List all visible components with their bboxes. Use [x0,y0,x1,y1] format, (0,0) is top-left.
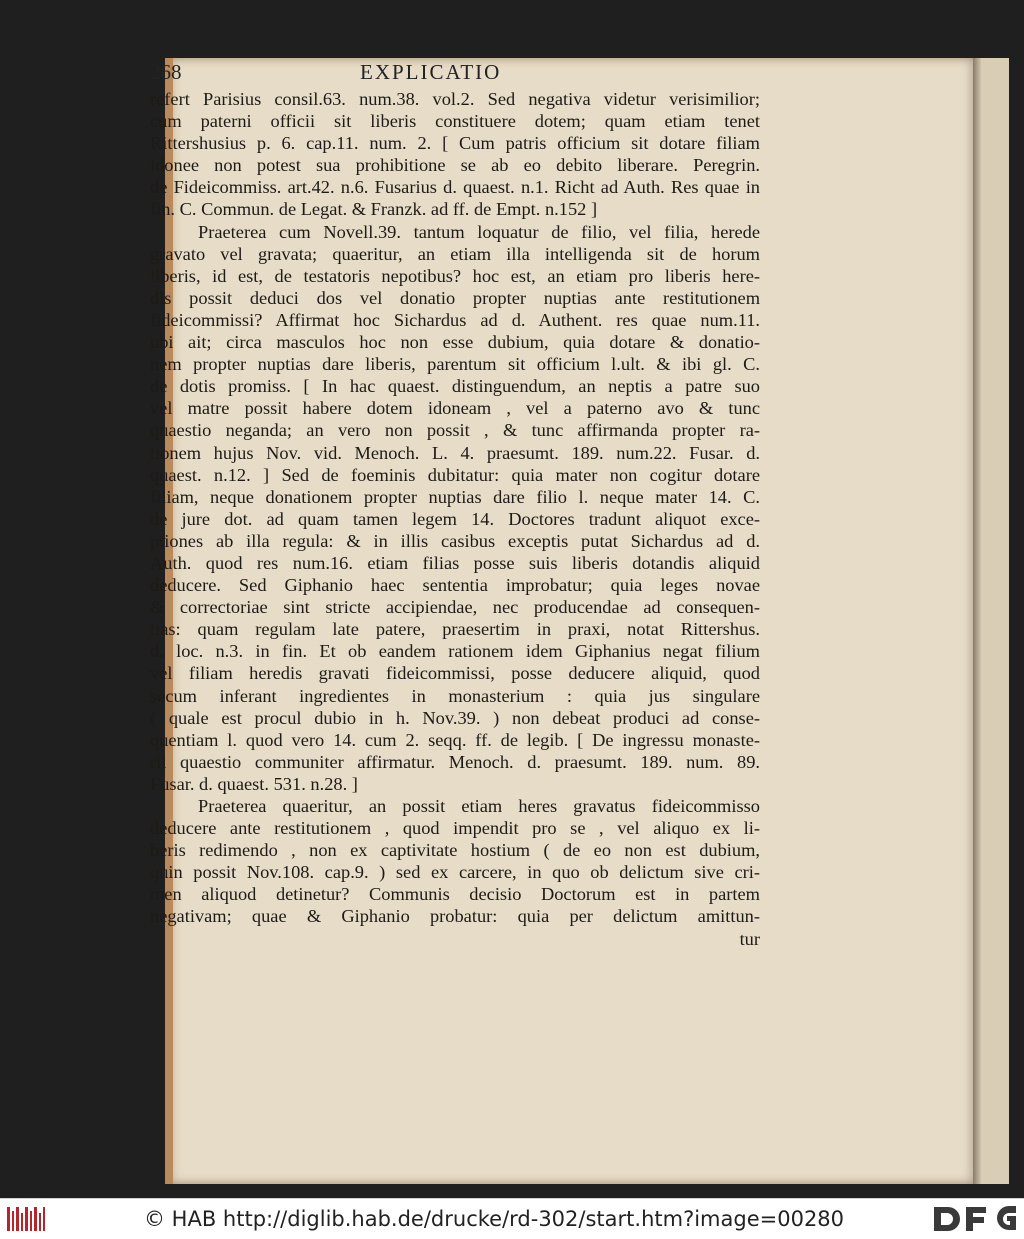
text-line: negativam; quae & Giphanio probatur: quia per delictum amittun- [150,906,760,927]
viewer-footer [0,1198,1024,1239]
text-line: secum inferant ingredientes in monasterium : quia jus singulare [150,685,760,706]
text-line: filiam, neque donationem propter nuptias dare filio l. neque mater 14. C. [150,486,760,507]
page-body-text [150,88,760,950]
dfg-logo-icon [932,1204,1018,1234]
facing-page-edge [981,58,1009,1184]
text-line: idonee non potest sua prohibitione se ab eo debito liberare. Peregrin. [150,155,760,176]
text-line: Fusar. d. quaest. 531. n.28. ] [150,773,358,794]
text-line: quaestio neganda; an vero non possit , & tunc affirmanda propter ra- [150,420,760,441]
text-line: ( quale est procul dubio in h. Nov.39. ) non debeat produci ad conse- [150,707,760,728]
text-line: tias: quam regulam late patere, praesertim in praxi, notat Rittershus. [150,619,760,640]
text-line: refert Parisius consil.63. num.38. vol.2. Sed negativa videtur verisimilior; [150,89,760,109]
book-gutter [973,58,981,1184]
text-line: de dotis promiss. [ In hac quaest. distinguendum, an neptis a patre suo [150,376,760,397]
text-line: vel matre possit habere dotem idoneam , vel a paterno avo & tunc [150,398,760,419]
catchword: tur [739,928,760,949]
text-line: Praeterea cum Novell.39. tantum loquatur de filio, vel filia, herede [198,221,760,242]
text-line: vel filiam heredis gravati fideicommissi, posse deducere aliquid, quod [150,663,760,684]
text-line: men aliquod detinetur? Communis decisio Doctorum est in partem [150,884,760,905]
text-line: gravato vel gravata; quaeritur, an etiam illa intelligenda sit de horum [150,243,760,264]
text-line: quin possit Nov.108. cap.9. ) sed ex carcere, in quo ob delictum sive cri- [150,862,760,883]
text-line: ptiones ab illa regula: & in illis casibus exceptis putat Sichardus ad d. [150,530,760,551]
text-line: quaest. n.12. ] Sed de foeminis dubitatur: quia mater non cogitur dotare [150,464,760,485]
text-line: ubi ait; circa masculos hoc non esse dubium, quia dotare & donatio- [150,332,760,353]
page-number: 268 [150,60,182,84]
text-line: nem propter nuptias dare liberis, parentum sit officium l.ult. & ibi gl. C. [150,354,760,375]
text-line: fin. C. Commun. de Legat. & Franzk. ad ff. de Empt. n.152 ] [150,199,598,220]
text-line: d. loc. n.3. in fin. Et ob eandem rationem idem Giphanius negat filium [150,641,760,662]
text-line: Praeterea quaeritur, an possit etiam heres gravatus fideicommisso [198,796,760,816]
text-line: quentiam l. quod vero 14. cum 2. seqq. ff. de legib. [ De ingressu monaste- [150,729,760,750]
running-title: EXPLICATIO [360,60,502,84]
page-header [150,60,720,86]
text-line: Rittershusius p. 6. cap.11. num. 2. [ Cum patris officium sit dotare filiam [150,133,760,154]
text-line: de Fideicommiss. art.42. n.6. Fusarius d. quaest. n.1. Richt ad Auth. Res quae in [150,177,760,198]
text-line: fideicommissi? Affirmat hoc Sichardus ad d. Authent. res quae num.11. [150,309,760,330]
text-line: dis possit deduci dos vel donatio propter nuptias ante restitutionem [150,287,760,308]
text-line: liberis, id est, de testatoris nepotibus? hoc est, an etiam pro liberis here- [150,265,760,286]
text-line: deducere ante restitutionem , quod impendit pro se , vel aliquo ex li- [150,818,760,839]
text-line: rii quaestio communiter affirmatur. Menoch. d. praesumt. 189. num. 89. [150,751,760,772]
text-line: tionem hujus Nov. vid. Menoch. L. 4. praesumt. 189. num.22. Fusar. d. [150,442,760,463]
text-line: beris redimendo , non ex captivitate hostium ( de eo non est dubium, [150,840,760,861]
text-line: Auth. quod res num.16. etiam filias posse suis liberis dotandis aliquid [150,552,760,573]
text-line: cum paterni officii sit liberis constituere dotem; quam etiam tenet [150,111,760,132]
text-line: de jure dot. ad quam tamen legem 14. Doctores tradunt aliquot exce- [150,508,760,529]
text-line: deducere. Sed Giphanio haec sententia improbatur; quia leges novae [150,575,760,596]
text-line: & correctoriae sint stricte accipiendae, nec producendae ad consequen- [150,597,760,618]
copyright-url: © HAB http://diglib.hab.de/drucke/rd-302/start.htm?image=00280 [144,1207,845,1231]
hab-logo-icon [6,1205,46,1233]
